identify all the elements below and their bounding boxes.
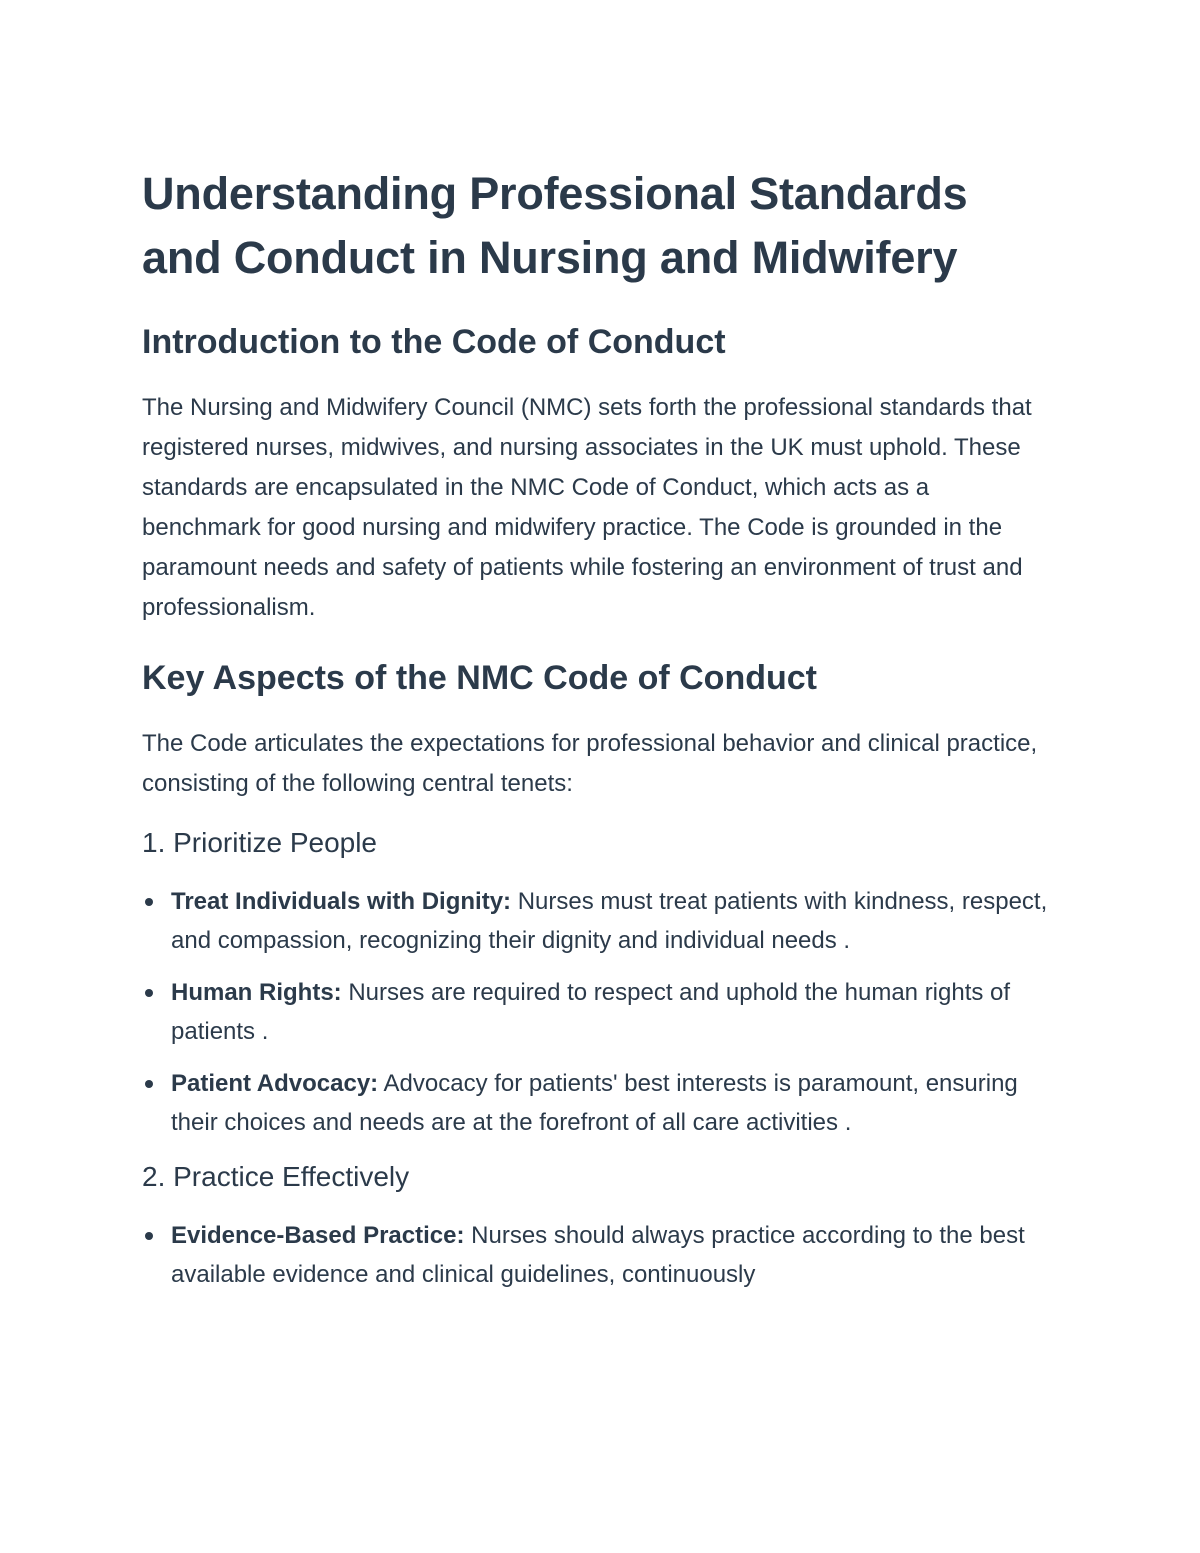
subheading-prioritize-people: 1. Prioritize People [142,827,378,858]
practice-effectively-list [142,1216,1050,1294]
section-heading-key-aspects: Key Aspects of the NMC Code of Conduct [142,659,817,697]
introduction-paragraph: The Nursing and Midwifery Council (NMC) sets forth the professional standards that registered nurses, midwives, and nursing associates in the UK must uphold. These standards are encapsulated in the NMC Code of Conduct, which acts as a benchmark for good nursing and midwifery practice. The Code is grounded in the paramount needs and safety of patients while fostering an environment of trust and professionalism. [142,394,1032,621]
prioritize-people-list [142,882,1050,1142]
list-item-text: Nurses are required to respect and uphold the human rights of patients . [171,979,1011,1045]
list-item-text: Nurses must treat patients with kindness, respect, and compassion, recognizing their dignity and individual needs . [171,888,1048,954]
bullet-icon [145,898,153,906]
section-heading-introduction: Introduction to the Code of Conduct [142,323,726,361]
bullet-icon [145,1080,153,1088]
list-item-text: Nurses should always practice according to the best available evidence and clinical guidelines, continuously [171,1222,1025,1288]
list-item [142,1216,1050,1294]
document-title: Understanding Professional Standards and Conduct in Nursing and Midwifery [142,168,968,283]
list-item-text: Advocacy for patients' best interests is paramount, ensuring their choices and needs are at the forefront of all care activities . [171,1070,1018,1136]
bullet-icon [145,989,153,997]
list-item-term: Human Rights: [171,979,342,1006]
bullet-icon [145,1232,153,1240]
list-item [142,882,1050,960]
list-item [142,1064,1050,1142]
key-aspects-paragraph: The Code articulates the expectations for professional behavior and clinical practice, consisting of the following central tenets: [142,730,1038,797]
list-item-term: Treat Individuals with Dignity: [171,888,512,915]
subheading-practice-effectively: 2. Practice Effectively [142,1161,410,1192]
list-item-term: Evidence-Based Practice: [171,1222,465,1249]
list-item [142,973,1050,1051]
list-item-term: Patient Advocacy: [171,1070,379,1097]
